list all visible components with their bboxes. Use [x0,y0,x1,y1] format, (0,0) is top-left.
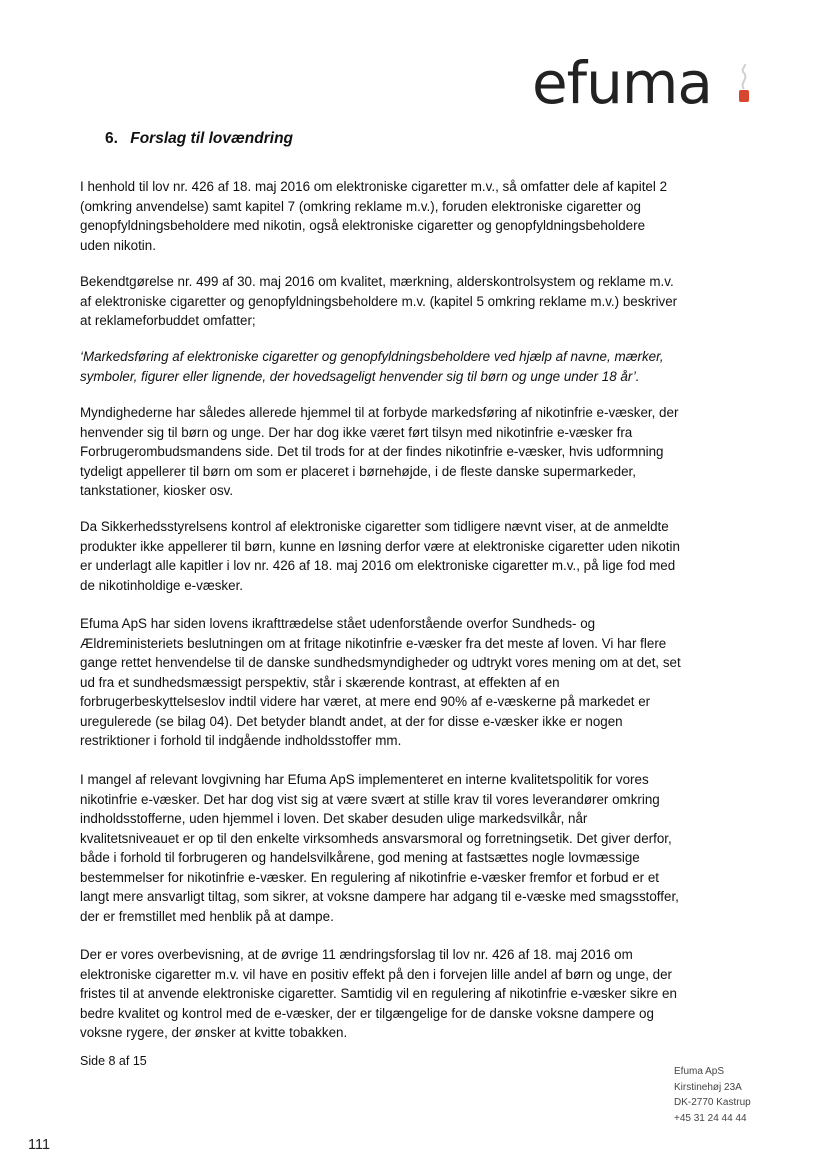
text-line: tankstationer, kiosker osv. [80,483,234,498]
efuma-logo [532,48,762,118]
text-line: nikotinfrie e-væsker. Det har dog vist sig at være svært at stille krav til vores leverandører omkring [80,791,660,807]
text-line: både i forhold til forbrugeren og handelsvilkårene, god mening at fastsættes nogle lovmæssige [80,850,640,865]
text-line: ‘Markedsføring af elektroniske cigaretter og genopfyldningsbeholdere ved hjælp af navne, mærker, [80,349,664,364]
paragraph [80,945,752,1043]
corner-page-number: 111 [28,1137,51,1153]
smoke-icon [737,64,751,90]
text-line: gange rettet henvendelse til de danske sundhedsmyndigheder og udtrykt vores mening om at det, set [80,655,681,670]
text-line: bedre kvalitet og kontrol med de e-væsker, der er tilgængelige for de danske voksne dampere og [80,1005,654,1021]
address-line: Efuma ApS [674,1066,725,1077]
text-line: uden nikotin. [80,237,156,253]
section-number: 6. [105,130,118,147]
text-line: indholdsstofferne, uden hjemmel i loven. Det skaber desuden ulige markedsvilkår, når [80,811,588,826]
logo-accent-dot [739,90,749,102]
quote-paragraph [80,347,752,386]
text-line: der er fremstillet med henblik på at dampe. [80,908,334,924]
text-line: forbrugerbeskyttelseslov indtil videre har været, at mere end 90% af e-væskerne på markedet er [80,694,651,709]
company-address [674,1064,751,1126]
text-line: produkter ikke appellerer til børn, kunne en løsning derfor være at elektroniske cigaretter uden nikotin [80,538,680,554]
text-line: fristes til at anvende elektroniske cigaretter. Samtidig vil en regulering af nikotinfrie e-væsker sikre en [80,986,677,1001]
paragraph [80,517,752,595]
text-line: Bekendtgørelse nr. 499 af 30. maj 2016 om kvalitet, mærkning, alderskontrolsystem og reklame m.v. [80,274,674,289]
text-line: (omkring anvendelse) samt kapitel 7 (omkring reklame m.v.), foruden elektroniske cigaretter og [80,198,641,214]
logo-wordmark: efuma [532,49,712,117]
text-line: tydeligt appellerer til børn om som er placeret i børnehøjde, i de fleste danske supermarkeder, [80,463,636,479]
text-line: ud fra et sundhedsmæssigt perspektiv, står i skærende kontrast, at effekten af en [80,674,560,690]
text-line: bestemmelser for nikotinfrie e-væsker. En regulering af nikotinfrie e-væsker fremfor et forbud er et [80,869,660,885]
section-heading [105,130,293,148]
paragraph [80,403,752,501]
text-line: langt mere ansvarligt tiltag, som sikrer, at voksne dampere har adgang til e-væske med smagsstoffer, [80,889,679,904]
address-line: +45 31 24 44 44 [674,1112,747,1124]
text-line: Efuma ApS har siden lovens ikrafttrædelse stået udenforstående overfor Sundheds- og [80,616,596,631]
text-line: Forbrugerombudsmandens side. Det til trods for at der findes nikotinfrie e-væsker, hvis udformning [80,444,664,459]
text-line: uregulerede (se bilag 04). Det betyder blandt andet, at der for disse e-væsker ikke er nogen [80,713,623,729]
address-line: Kirstinehøj 23A [674,1081,742,1093]
text-line: henvender sig til børn og unge. Der har dog ikke været ført tilsyn med nikotinfrie e-væsker fra [80,424,633,440]
text-line: elektroniske cigaretter m.v. vil have en positiv effekt på den i forvejen lille andel af børn og unge, der [80,966,672,982]
text-line: Der er vores overbevisning, at de øvrige 11 ændringsforslag til lov nr. 426 af 18. maj 2016 om [80,947,633,962]
text-line: genopfyldningsbeholdere med nikotin, også elektroniske cigaretter og genopfyldningsbeholdere [80,218,646,233]
paragraph [80,770,752,926]
paragraph [80,614,752,751]
paragraph [80,177,752,255]
text-line: I mangel af relevant lovgivning har Efuma ApS implementeret en interne kvalitetspolitik for vores [80,772,649,787]
text-line: voksne rygere, der ønsker at kvitte tobakken. [80,1025,348,1040]
text-line: Da Sikkerhedsstyrelsens kontrol af elektroniske cigaretter som tidligere nævnt viser, at de anmeldte [80,519,669,534]
text-line: de nikotinholdige e-væsker. [80,577,244,593]
page-number: Side 8 af 15 [80,1054,147,1068]
address-line: DK-2770 Kastrup [674,1097,751,1108]
text-line: at reklameforbuddet omfatter; [80,313,256,328]
text-line: Myndighederne har således allerede hjemmel til at forbyde markedsføring af nikotinfrie e-væsker, der [80,405,679,420]
text-line: symboler, figurer eller lignende, der hovedsageligt henvender sig til børn og unge under 18 år’. [80,368,640,384]
section-title: Forslag til lovændring [130,130,294,147]
text-line: Ældreministeriets beslutningen om at fritage nikotinfrie e-væsker fra det meste af loven. Vi har flere [80,635,667,651]
text-line: af elektroniske cigaretter og genopfyldningsbeholdere m.v. (kapitel 5 omkring reklame m.v.) beskriver [80,293,678,309]
text-line: I henhold til lov nr. 426 af 18. maj 2016 om elektroniske cigaretter m.v., så omfatter dele af kapitel 2 [80,179,668,194]
text-line: kvalitetsniveauet er op til den enkelte virksomheds ansvarsmoral og forretningsetik. Det giver derfor, [80,830,672,846]
paragraph [80,272,752,331]
text-line: restriktioner i forhold til indgående indholdsstoffer mm. [80,733,402,748]
text-line: er underlagt alle kapitler i lov nr. 426 af 18. maj 2016 om elektroniske cigaretter m.v., på lige fod med [80,558,676,573]
